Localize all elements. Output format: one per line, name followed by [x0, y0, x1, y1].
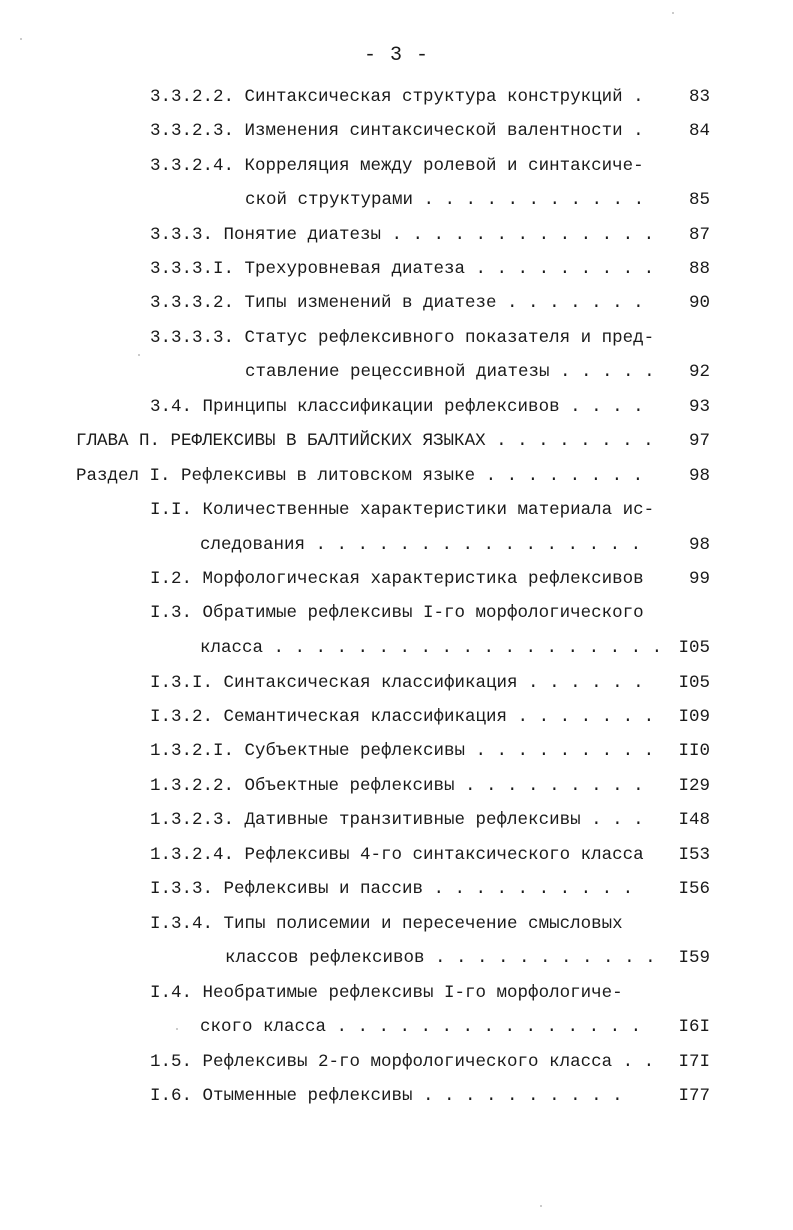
toc-entry-text: I.4. Необратимые рефлексивы I-го морфологиче- — [150, 983, 623, 1003]
scan-speck — [540, 1205, 542, 1207]
toc-entry-text: 1.3.2.I. Субъектные рефлексивы . . . . . . . . . — [150, 741, 655, 761]
toc-entry-page: II0 — [678, 741, 710, 761]
toc-entry-page: 99 — [688, 569, 710, 589]
toc-entry-page: I59 — [678, 948, 710, 968]
toc-entry-text: классов рефлексивов . . . . . . . . . . . — [225, 948, 656, 968]
toc-entry-text: I.I. Количественные характеристики материала ис- — [150, 500, 655, 520]
toc-entry-page: 92 — [688, 362, 710, 382]
toc-entry-page: I05 — [678, 638, 710, 658]
toc-entry-text: I.3.I. Синтаксическая классификация . . . . . . — [150, 673, 644, 693]
toc-entry-page: I77 — [678, 1086, 710, 1106]
toc-entry-page: 93 — [688, 397, 710, 417]
toc-entry-text: 3.3.3.3. Статус рефлексивного показателя и пред- — [150, 328, 655, 348]
scan-speck — [20, 38, 22, 40]
toc-entry-page: I29 — [678, 776, 710, 796]
toc-entry-page: 87 — [688, 225, 710, 245]
toc-chapter-heading: ГЛАВА П. РЕФЛЕКСИВЫ В БАЛТИЙСКИХ ЯЗЫКАХ . . . . . . . . — [76, 431, 654, 451]
toc-entry-text: 1.3.2.3. Дативные транзитивные рефлексивы . . . — [150, 810, 644, 830]
toc-entry-text: I.3. Обратимые рефлексивы I-го морфологического — [150, 603, 644, 623]
toc-entry-page: 84 — [688, 121, 710, 141]
toc-entry-page: 88 — [688, 259, 710, 279]
toc-entry-text: ской структурами . . . . . . . . . . . — [245, 190, 645, 210]
toc-entry-text: 3.3.3.2. Типы изменений в диатезе . . . . . . . — [150, 293, 644, 313]
toc-entry-text: следования . . . . . . . . . . . . . . . . — [200, 535, 642, 555]
toc-entry-page: I7I — [678, 1052, 710, 1072]
scan-speck — [138, 354, 140, 356]
toc-entry-text: 3.3.3.I. Трехуровневая диатеза . . . . . . . . . — [150, 259, 655, 279]
toc-entry-text: 1.5. Рефлексивы 2-го морфологического класса . . — [150, 1052, 655, 1072]
toc-entry-text: 3.3.3. Понятие диатезы . . . . . . . . . . . . . — [150, 225, 655, 245]
toc-entry-text: 3.3.2.2. Синтаксическая структура конструкций . — [150, 87, 644, 107]
toc-section-heading: Раздел I. Рефлексивы в литовском языке . . . . . . . . — [76, 466, 644, 486]
toc-entry-text: класса . . . . . . . . . . . . . . . . . . . — [200, 638, 663, 658]
toc-entry-text: ского класса . . . . . . . . . . . . . . . — [200, 1017, 642, 1037]
toc-entry-page: I53 — [678, 845, 710, 865]
toc-entry-page: 97 — [688, 431, 710, 451]
toc-entry-text: ставление рецессивной диатезы . . . . . — [245, 362, 655, 382]
toc-entry-text: 3.3.2.3. Изменения синтаксической валентности . — [150, 121, 644, 141]
toc-entry-page: 90 — [688, 293, 710, 313]
toc-entry-text: 3.4. Принципы классификации рефлексивов . . . . — [150, 397, 644, 417]
toc-entry-text: I.3.2. Семантическая классификация . . . . . . . — [150, 707, 655, 727]
toc-entry-text: I.3.4. Типы полисемии и пересечение смысловых — [150, 914, 623, 934]
toc-entry-text: I.3.3. Рефлексивы и пассив . . . . . . . . . . — [150, 879, 634, 899]
toc-entry-page: 98 — [688, 535, 710, 555]
scan-speck — [672, 12, 674, 14]
toc-entry-page: I48 — [678, 810, 710, 830]
toc-entry-page: I6I — [678, 1017, 710, 1037]
toc-entry-text: 3.3.2.4. Корреляция между ролевой и синтаксиче- — [150, 156, 644, 176]
toc-entry-text: 1.3.2.4. Рефлексивы 4-го синтаксического класса — [150, 845, 644, 865]
toc-entry-text: I.6. Отыменные рефлексивы . . . . . . . . . . — [150, 1086, 623, 1106]
toc-entry-text: 1.3.2.2. Объектные рефлексивы . . . . . . . . . — [150, 776, 644, 796]
toc-entry-page: 98 — [688, 466, 710, 486]
page-number: - 3 - — [363, 44, 429, 67]
toc-entry-page: I05 — [678, 673, 710, 693]
toc-entry-page: 83 — [688, 87, 710, 107]
toc-entry-page: I56 — [678, 879, 710, 899]
toc-entry-page: I09 — [678, 707, 710, 727]
toc-entry-text: I.2. Морфологическая характеристика рефлексивов — [150, 569, 644, 589]
scan-speck — [176, 1028, 178, 1030]
toc-entry-page: 85 — [688, 190, 710, 210]
